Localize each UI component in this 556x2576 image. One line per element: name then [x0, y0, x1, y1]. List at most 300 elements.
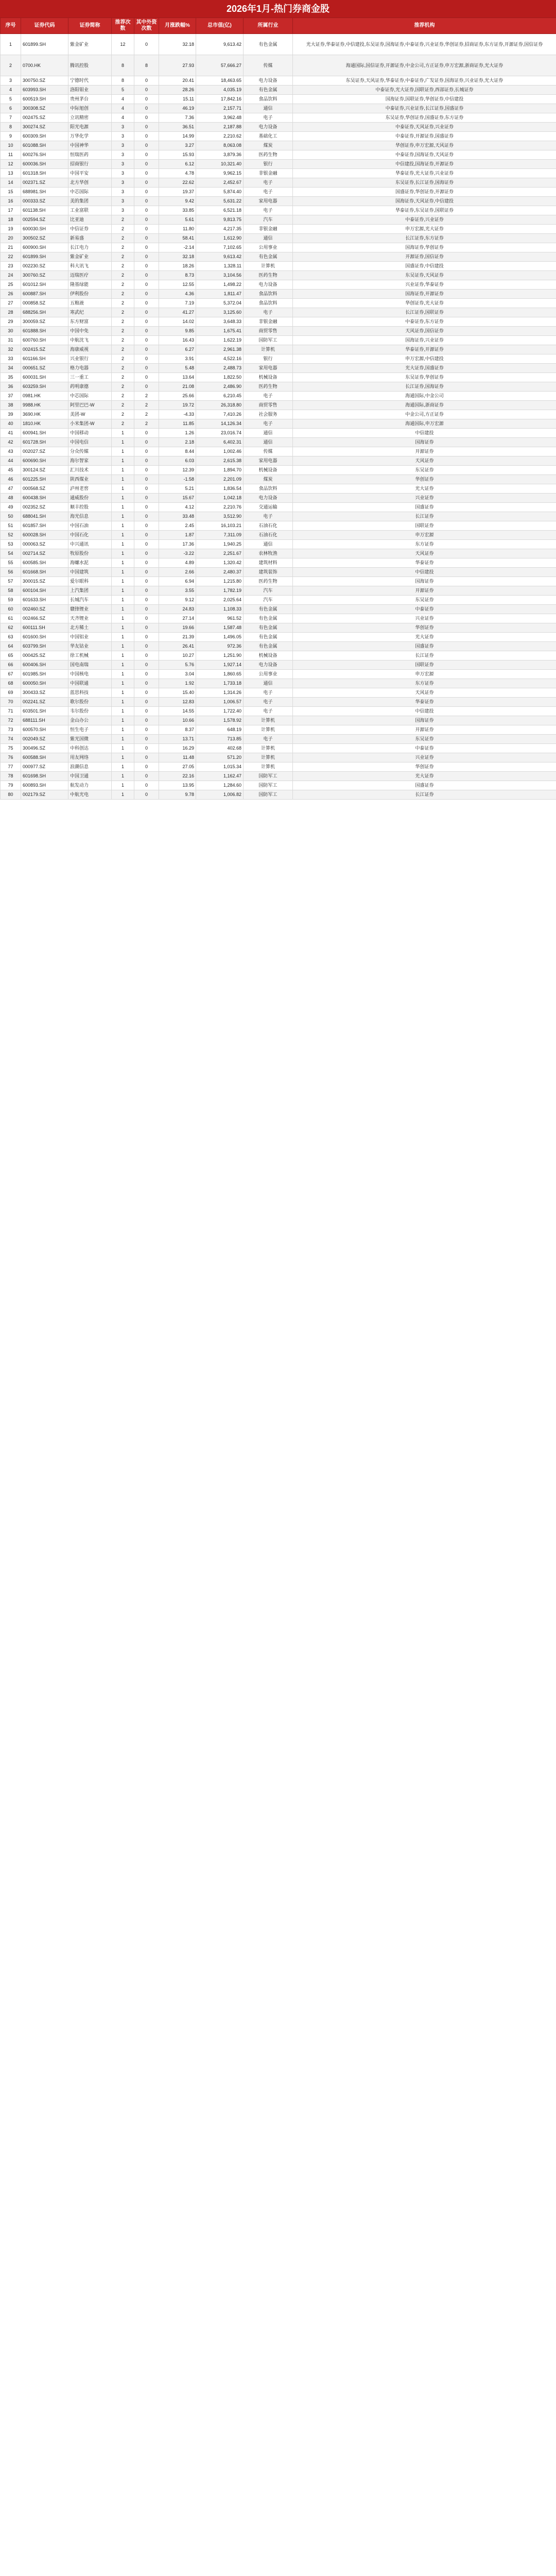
col-header-foreign-count: 其中外资次数 — [134, 18, 159, 34]
cell-name: 歌尔股份 — [68, 698, 112, 707]
table-body — [1, 34, 556, 800]
cell-brokers: 光大证券 — [293, 484, 556, 494]
cell-index: 1 — [1, 34, 21, 55]
cell-name: 北方稀土 — [68, 623, 112, 633]
cell-brokers: 东吴证券,天风证券,华泰证券,中泰证券,广发证券,国海证券,兴业证券,光大证券 — [293, 76, 556, 86]
cell-index: 48 — [1, 494, 21, 503]
cell-code: 002466.SZ — [21, 614, 68, 623]
cell-code: 603501.SH — [21, 707, 68, 716]
cell-count: 1 — [112, 772, 134, 781]
cell-industry: 电子 — [244, 735, 293, 744]
cell-index: 63 — [1, 633, 21, 642]
cell-count: 1 — [112, 494, 134, 503]
table-row — [1, 160, 556, 169]
cell-count: 1 — [112, 596, 134, 605]
cell-market-cap: 5,631.22 — [196, 197, 244, 206]
cell-foreign-count: 0 — [134, 373, 159, 382]
cell-code: 002027.SZ — [21, 447, 68, 456]
cell-name: 中兴通讯 — [68, 540, 112, 549]
table-row — [1, 354, 556, 364]
cell-index: 58 — [1, 586, 21, 596]
cell-name: 招商银行 — [68, 160, 112, 169]
cell-code: 3690.HK — [21, 410, 68, 419]
cell-foreign-count: 0 — [134, 698, 159, 707]
cell-brokers: 国海证券 — [293, 577, 556, 586]
cell-market-cap: 7,410.26 — [196, 410, 244, 419]
cell-index: 49 — [1, 503, 21, 512]
cell-brokers: 东吴证券 — [293, 735, 556, 744]
cell-name: 金山办公 — [68, 716, 112, 725]
table-row — [1, 447, 556, 456]
cell-foreign-count: 0 — [134, 475, 159, 484]
cell-brokers: 光大证券,华泰证券,中信建投,东吴证券,国海证券,中泰证券,兴业证券,华创证券,招商证券,东方证券,开源证券,国信证券 — [293, 34, 556, 55]
table-row — [1, 123, 556, 132]
cell-name: 海螺水泥 — [68, 558, 112, 568]
cell-index: 30 — [1, 327, 21, 336]
cell-industry: 国防军工 — [244, 336, 293, 345]
cell-index: 35 — [1, 373, 21, 382]
cell-count: 1 — [112, 586, 134, 596]
cell-market-cap: 1,733.18 — [196, 679, 244, 688]
cell-change: 16.43 — [159, 336, 196, 345]
cell-count: 2 — [112, 410, 134, 419]
cell-name: 阳光电源 — [68, 123, 112, 132]
cell-name: 中国石化 — [68, 531, 112, 540]
cell-market-cap: 1,782.19 — [196, 586, 244, 596]
cell-name: 比亚迪 — [68, 215, 112, 225]
page-title: 2026年1月-热门券商金股 — [0, 0, 556, 18]
cell-name: 中芯国际 — [68, 188, 112, 197]
cell-brokers: 长江证券 — [293, 651, 556, 660]
cell-change: 27.14 — [159, 614, 196, 623]
table-row — [1, 76, 556, 86]
cell-code: 601600.SH — [21, 633, 68, 642]
cell-index: 51 — [1, 521, 21, 531]
cell-code: 0981.HK — [21, 392, 68, 401]
cell-market-cap: 648.19 — [196, 725, 244, 735]
cell-market-cap: 1,314.26 — [196, 688, 244, 698]
cell-brokers: 中泰证券,东方证券 — [293, 317, 556, 327]
cell-market-cap: 1,108.33 — [196, 605, 244, 614]
cell-index: 31 — [1, 336, 21, 345]
cell-market-cap: 2,488.73 — [196, 364, 244, 373]
cell-brokers: 长江证券,国联证券 — [293, 308, 556, 317]
cell-market-cap: 713.85 — [196, 735, 244, 744]
cell-brokers: 光大证券 — [293, 633, 556, 642]
cell-name: 海光信息 — [68, 512, 112, 521]
cell-foreign-count: 0 — [134, 762, 159, 772]
cell-count: 3 — [112, 160, 134, 169]
cell-count: 1 — [112, 623, 134, 633]
cell-index: 43 — [1, 447, 21, 456]
cell-brokers: 天风证券 — [293, 688, 556, 698]
cell-index: 12 — [1, 160, 21, 169]
cell-brokers: 中泰证券 — [293, 744, 556, 753]
cell-name: 恒生电子 — [68, 725, 112, 735]
cell-index: 2 — [1, 55, 21, 76]
cell-foreign-count: 0 — [134, 790, 159, 800]
cell-industry: 有色金属 — [244, 614, 293, 623]
cell-index: 13 — [1, 169, 21, 178]
table-row — [1, 150, 556, 160]
cell-foreign-count: 0 — [134, 633, 159, 642]
cell-industry: 医药生物 — [244, 150, 293, 160]
cell-code: 000651.SZ — [21, 364, 68, 373]
cell-count: 2 — [112, 262, 134, 271]
cell-index: 24 — [1, 271, 21, 280]
cell-count: 1 — [112, 521, 134, 531]
cell-code: 300760.SZ — [21, 271, 68, 280]
cell-change: 12.83 — [159, 698, 196, 707]
cell-code: 600760.SH — [21, 336, 68, 345]
table-row — [1, 401, 556, 410]
cell-brokers: 华创证券,光大证券 — [293, 299, 556, 308]
cell-change: 8.37 — [159, 725, 196, 735]
cell-code: 601888.SH — [21, 327, 68, 336]
cell-code: 601899.SH — [21, 252, 68, 262]
cell-count: 1 — [112, 484, 134, 494]
cell-index: 79 — [1, 781, 21, 790]
cell-market-cap: 4,522.16 — [196, 354, 244, 364]
cell-code: 000858.SZ — [21, 299, 68, 308]
cell-count: 4 — [112, 113, 134, 123]
table-row — [1, 716, 556, 725]
cell-brokers: 东吴证券 — [293, 596, 556, 605]
cell-name: 顺丰控股 — [68, 503, 112, 512]
cell-index: 32 — [1, 345, 21, 354]
cell-brokers: 开源证券 — [293, 586, 556, 596]
cell-industry: 有色金属 — [244, 86, 293, 95]
cell-name: 国电南瑞 — [68, 660, 112, 670]
cell-industry: 机械设备 — [244, 651, 293, 660]
cell-market-cap: 961.52 — [196, 614, 244, 623]
cell-code: 601166.SH — [21, 354, 68, 364]
cell-change: 14.02 — [159, 317, 196, 327]
cell-code: 600585.SH — [21, 558, 68, 568]
cell-index: 73 — [1, 725, 21, 735]
cell-foreign-count: 0 — [134, 299, 159, 308]
cell-change: 7.36 — [159, 113, 196, 123]
cell-count: 1 — [112, 531, 134, 540]
cell-change: 4.36 — [159, 290, 196, 299]
cell-index: 6 — [1, 104, 21, 113]
cell-market-cap: 1,578.92 — [196, 716, 244, 725]
cell-index: 23 — [1, 262, 21, 271]
cell-industry: 通信 — [244, 438, 293, 447]
cell-market-cap: 9,962.15 — [196, 169, 244, 178]
cell-index: 22 — [1, 252, 21, 262]
cell-brokers: 兴业证券 — [293, 494, 556, 503]
cell-industry: 公用事业 — [244, 243, 293, 252]
cell-change: 8.73 — [159, 271, 196, 280]
cell-name: 通威股份 — [68, 494, 112, 503]
table-row — [1, 86, 556, 95]
table-row — [1, 549, 556, 558]
cell-market-cap: 10,321.40 — [196, 160, 244, 169]
cell-code: 601318.SH — [21, 169, 68, 178]
table-row — [1, 327, 556, 336]
cell-code: 300308.SZ — [21, 104, 68, 113]
cell-name: 美的集团 — [68, 197, 112, 206]
cell-market-cap: 1,860.65 — [196, 670, 244, 679]
cell-foreign-count: 0 — [134, 512, 159, 521]
cell-change: 3.27 — [159, 141, 196, 150]
cell-market-cap: 23,016.74 — [196, 429, 244, 438]
cell-name: 中国核电 — [68, 670, 112, 679]
cell-code: 603799.SH — [21, 642, 68, 651]
cell-code: 601899.SH — [21, 34, 68, 55]
col-header-name: 证券简称 — [68, 18, 112, 34]
cell-market-cap: 16,103.21 — [196, 521, 244, 531]
cell-foreign-count: 0 — [134, 521, 159, 531]
cell-market-cap: 1,927.14 — [196, 660, 244, 670]
cell-name: 汇川技术 — [68, 466, 112, 475]
cell-index: 10 — [1, 141, 21, 150]
cell-foreign-count: 0 — [134, 642, 159, 651]
cell-code: 601012.SH — [21, 280, 68, 290]
table-row — [1, 271, 556, 280]
table-row — [1, 466, 556, 475]
cell-industry: 电子 — [244, 419, 293, 429]
cell-foreign-count: 0 — [134, 466, 159, 475]
cell-industry: 电力设备 — [244, 660, 293, 670]
cell-code: 300750.SZ — [21, 76, 68, 86]
cell-industry: 社会服务 — [244, 410, 293, 419]
cell-foreign-count: 0 — [134, 252, 159, 262]
cell-name: 长城汽车 — [68, 596, 112, 605]
cell-industry: 国防军工 — [244, 772, 293, 781]
cell-change: 27.05 — [159, 762, 196, 772]
cell-index: 28 — [1, 308, 21, 317]
cell-market-cap: 2,486.90 — [196, 382, 244, 392]
cell-change: 26.41 — [159, 642, 196, 651]
cell-change: 9.12 — [159, 596, 196, 605]
cell-foreign-count: 0 — [134, 753, 159, 762]
col-header-code: 证券代码 — [21, 18, 68, 34]
cell-code: 601668.SH — [21, 568, 68, 577]
cell-market-cap: 3,962.48 — [196, 113, 244, 123]
table-row — [1, 55, 556, 76]
cell-count: 2 — [112, 271, 134, 280]
cell-brokers: 国盛证券 — [293, 642, 556, 651]
cell-name: 中航光电 — [68, 790, 112, 800]
cell-change: 12.55 — [159, 280, 196, 290]
cell-market-cap: 2,157.71 — [196, 104, 244, 113]
cell-index: 20 — [1, 234, 21, 243]
cell-foreign-count: 0 — [134, 456, 159, 466]
cell-code: 000977.SZ — [21, 762, 68, 772]
cell-count: 1 — [112, 512, 134, 521]
cell-industry: 电子 — [244, 188, 293, 197]
cell-industry: 农林牧渔 — [244, 549, 293, 558]
cell-code: 300274.SZ — [21, 123, 68, 132]
cell-change: 19.72 — [159, 401, 196, 410]
cell-foreign-count: 0 — [134, 327, 159, 336]
cell-count: 1 — [112, 660, 134, 670]
cell-name: 陕西煤业 — [68, 475, 112, 484]
cell-foreign-count: 0 — [134, 781, 159, 790]
cell-change: -1.58 — [159, 475, 196, 484]
cell-name: 中国平安 — [68, 169, 112, 178]
cell-name: 紫金矿业 — [68, 252, 112, 262]
table-row — [1, 651, 556, 660]
cell-code: 300124.SZ — [21, 466, 68, 475]
cell-change: 16.29 — [159, 744, 196, 753]
cell-foreign-count: 0 — [134, 336, 159, 345]
cell-code: 688256.SH — [21, 308, 68, 317]
cell-code: 002594.SZ — [21, 215, 68, 225]
cell-count: 2 — [112, 290, 134, 299]
cell-market-cap: 972.36 — [196, 642, 244, 651]
cell-foreign-count: 2 — [134, 419, 159, 429]
cell-name: 蓝思科技 — [68, 688, 112, 698]
cell-code: 002415.SZ — [21, 345, 68, 354]
col-header-change: 月涨跌幅% — [159, 18, 196, 34]
cell-industry: 银行 — [244, 160, 293, 169]
cell-market-cap: 402.68 — [196, 744, 244, 753]
cell-brokers: 国海证券,天风证券,中信建投 — [293, 197, 556, 206]
cell-foreign-count: 0 — [134, 178, 159, 188]
cell-name: 紫金矿业 — [68, 34, 112, 55]
table-row — [1, 577, 556, 586]
cell-foreign-count: 0 — [134, 123, 159, 132]
cell-count: 4 — [112, 104, 134, 113]
cell-name: 万华化学 — [68, 132, 112, 141]
cell-index: 19 — [1, 225, 21, 234]
cell-market-cap: 26,318.80 — [196, 401, 244, 410]
cell-index: 52 — [1, 531, 21, 540]
cell-code: 9988.HK — [21, 401, 68, 410]
cell-code: 600031.SH — [21, 373, 68, 382]
cell-industry: 家用电器 — [244, 197, 293, 206]
table-row — [1, 494, 556, 503]
cell-change: 4.89 — [159, 558, 196, 568]
cell-code: 002714.SZ — [21, 549, 68, 558]
cell-name: 工业富联 — [68, 206, 112, 215]
cell-industry: 煤炭 — [244, 141, 293, 150]
cell-code: 600438.SH — [21, 494, 68, 503]
cell-code: 600036.SH — [21, 160, 68, 169]
cell-market-cap: 1,811.47 — [196, 290, 244, 299]
cell-market-cap: 1,284.60 — [196, 781, 244, 790]
cell-brokers: 华创证券,申万宏源,天风证券 — [293, 141, 556, 150]
cell-foreign-count: 0 — [134, 651, 159, 660]
cell-industry: 通信 — [244, 679, 293, 688]
cell-count: 2 — [112, 243, 134, 252]
cell-foreign-count: 0 — [134, 206, 159, 215]
cell-foreign-count: 0 — [134, 568, 159, 577]
cell-name: 恒瑞医药 — [68, 150, 112, 160]
cell-change: 6.27 — [159, 345, 196, 354]
cell-brokers: 中信建投,国海证券,开源证券 — [293, 160, 556, 169]
cell-market-cap: 1,162.47 — [196, 772, 244, 781]
cell-code: 600276.SH — [21, 150, 68, 160]
table-row — [1, 141, 556, 150]
cell-foreign-count: 0 — [134, 670, 159, 679]
cell-industry: 电子 — [244, 206, 293, 215]
cell-industry: 通信 — [244, 429, 293, 438]
cell-industry: 商贸零售 — [244, 401, 293, 410]
col-header-market-cap: 总市值(亿) — [196, 18, 244, 34]
cell-industry: 电子 — [244, 392, 293, 401]
cell-industry: 传媒 — [244, 55, 293, 76]
table-row — [1, 633, 556, 642]
cell-industry: 电子 — [244, 113, 293, 123]
cell-code: 603993.SH — [21, 86, 68, 95]
cell-market-cap: 1,251.90 — [196, 651, 244, 660]
cell-brokers: 国海证券,开源证券 — [293, 290, 556, 299]
cell-industry: 计算机 — [244, 725, 293, 735]
cell-market-cap: 2,480.37 — [196, 568, 244, 577]
cell-count: 1 — [112, 762, 134, 772]
cell-code: 601225.SH — [21, 475, 68, 484]
cell-change: 5.61 — [159, 215, 196, 225]
cell-name: 宁德时代 — [68, 76, 112, 86]
cell-change: 5.76 — [159, 660, 196, 670]
cell-foreign-count: 0 — [134, 744, 159, 753]
cell-industry: 通信 — [244, 540, 293, 549]
cell-market-cap: 2,452.67 — [196, 178, 244, 188]
cell-code: 601857.SH — [21, 521, 68, 531]
cell-code: 1810.HK — [21, 419, 68, 429]
table-row — [1, 336, 556, 345]
cell-code: 002475.SZ — [21, 113, 68, 123]
cell-name: 中国电信 — [68, 438, 112, 447]
cell-market-cap: 1,722.40 — [196, 707, 244, 716]
cell-change: 6.12 — [159, 160, 196, 169]
cell-foreign-count: 0 — [134, 95, 159, 104]
cell-code: 601985.SH — [21, 670, 68, 679]
cell-industry: 电子 — [244, 707, 293, 716]
cell-brokers: 东方证券 — [293, 540, 556, 549]
cell-brokers: 华创证券 — [293, 623, 556, 633]
cell-count: 2 — [112, 299, 134, 308]
cell-foreign-count: 2 — [134, 410, 159, 419]
cell-brokers: 国海证券 — [293, 716, 556, 725]
cell-brokers: 兴业证券 — [293, 614, 556, 623]
table-row — [1, 568, 556, 577]
cell-count: 3 — [112, 123, 134, 132]
cell-foreign-count: 0 — [134, 447, 159, 456]
cell-index: 15 — [1, 188, 21, 197]
table-row — [1, 419, 556, 429]
table-row — [1, 614, 556, 623]
cell-market-cap: 2,251.67 — [196, 549, 244, 558]
table-row — [1, 605, 556, 614]
cell-index: 69 — [1, 688, 21, 698]
cell-market-cap: 57,666.27 — [196, 55, 244, 76]
cell-name: 中国移动 — [68, 429, 112, 438]
cell-market-cap: 2,615.38 — [196, 456, 244, 466]
cell-code: 002049.SZ — [21, 735, 68, 744]
cell-brokers: 中信建投 — [293, 568, 556, 577]
cell-code: 600893.SH — [21, 781, 68, 790]
cell-index: 39 — [1, 410, 21, 419]
cell-code: 002460.SZ — [21, 605, 68, 614]
table-row — [1, 34, 556, 55]
cell-index: 47 — [1, 484, 21, 494]
cell-brokers: 中泰证券,开源证券,国盛证券 — [293, 132, 556, 141]
cell-brokers: 中金公司,方正证券 — [293, 410, 556, 419]
cell-change: 41.27 — [159, 308, 196, 317]
table-row — [1, 308, 556, 317]
cell-market-cap: 5,372.04 — [196, 299, 244, 308]
cell-count: 1 — [112, 447, 134, 456]
cell-industry: 电力设备 — [244, 280, 293, 290]
cell-market-cap: 1,042.18 — [196, 494, 244, 503]
cell-index: 57 — [1, 577, 21, 586]
cell-change: -2.14 — [159, 243, 196, 252]
